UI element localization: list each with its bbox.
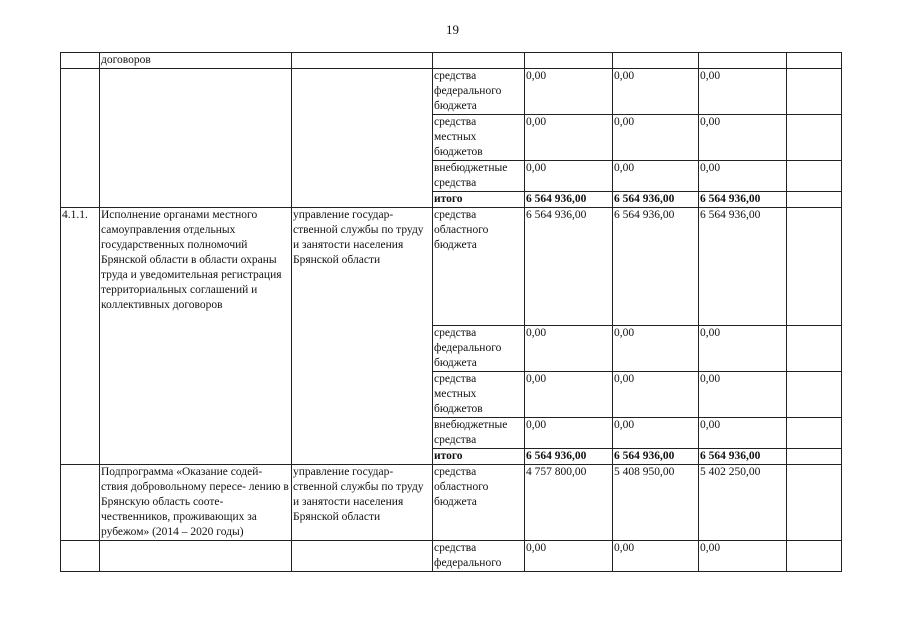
- cell-value-2: 0,00: [613, 69, 699, 115]
- table-row: [61, 53, 842, 69]
- cell-value-3: 5 402 250,00: [699, 465, 787, 541]
- cell-extra: [787, 53, 842, 69]
- cell-value-1: 6 564 936,00: [525, 208, 613, 326]
- cell-code: [61, 69, 100, 208]
- cell-executor: [292, 69, 433, 208]
- cell-extra: [787, 541, 842, 572]
- cell-executor: управление государ- ственной службы по труду и занятости населения Брянской области: [292, 208, 433, 465]
- cell-value-3: 6 564 936,00: [699, 208, 787, 326]
- cell-source: средства федерального: [433, 541, 525, 572]
- cell-value-2: 0,00: [613, 115, 699, 161]
- cell-source: средства областного бюджета: [433, 465, 525, 541]
- cell-source: средства местных бюджетов: [433, 115, 525, 161]
- cell-extra: [787, 192, 842, 208]
- cell-value-3: 0,00: [699, 69, 787, 115]
- cell-value-2: 0,00: [613, 161, 699, 192]
- cell-value-2: 0,00: [613, 326, 699, 372]
- cell-value-3: 0,00: [699, 541, 787, 572]
- cell-name: договоров: [100, 53, 292, 69]
- cell-extra: [787, 69, 842, 115]
- cell-value-3: 6 564 936,00: [699, 192, 787, 208]
- page-number: 19: [446, 22, 459, 37]
- cell-source: средства федерального бюджета: [433, 326, 525, 372]
- cell-executor: [292, 53, 433, 69]
- cell-executor: [292, 541, 433, 572]
- cell-value-3: 0,00: [699, 115, 787, 161]
- cell-source: итого: [433, 449, 525, 465]
- cell-extra: [787, 115, 842, 161]
- cell-value-1: [525, 53, 613, 69]
- cell-extra: [787, 326, 842, 372]
- cell-name: [100, 69, 292, 208]
- cell-value-1: 0,00: [525, 326, 613, 372]
- cell-source: средства местных бюджетов: [433, 372, 525, 418]
- cell-value-2: 6 564 936,00: [613, 449, 699, 465]
- cell-value-3: 0,00: [699, 372, 787, 418]
- cell-value-2: 5 408 950,00: [613, 465, 699, 541]
- cell-source: внебюджетные средства: [433, 161, 525, 192]
- cell-value-1: 0,00: [525, 115, 613, 161]
- cell-extra: [787, 372, 842, 418]
- cell-value-1: 0,00: [525, 372, 613, 418]
- table-row: [61, 69, 842, 115]
- cell-value-2: 0,00: [613, 418, 699, 449]
- cell-value-2: 6 564 936,00: [613, 192, 699, 208]
- cell-source: итого: [433, 192, 525, 208]
- cell-value-2: [613, 53, 699, 69]
- cell-value-2: 0,00: [613, 372, 699, 418]
- cell-source: средства областного бюджета: [433, 208, 525, 326]
- budget-table: [60, 52, 842, 572]
- cell-value-3: 6 564 936,00: [699, 449, 787, 465]
- table-row: [61, 541, 842, 572]
- cell-source: внебюджетные средства: [433, 418, 525, 449]
- cell-value-1: 0,00: [525, 69, 613, 115]
- cell-extra: [787, 418, 842, 449]
- cell-name: Подпрограмма «Оказание содей- ствия добровольному пересе- лению в Брянскую область сооте- чественников, проживающих за рубежом» (2014 – 2020 годы): [100, 465, 292, 541]
- cell-value-2: 6 564 936,00: [613, 208, 699, 326]
- cell-source: средства федерального бюджета: [433, 69, 525, 115]
- table-row: [61, 208, 842, 326]
- cell-value-2: 0,00: [613, 541, 699, 572]
- cell-value-1: 0,00: [525, 161, 613, 192]
- cell-value-1: 6 564 936,00: [525, 449, 613, 465]
- cell-value-3: 0,00: [699, 418, 787, 449]
- cell-code: [61, 465, 100, 541]
- cell-source: [433, 53, 525, 69]
- cell-value-1: 0,00: [525, 541, 613, 572]
- cell-value-1: 6 564 936,00: [525, 192, 613, 208]
- cell-extra: [787, 465, 842, 541]
- cell-code: [61, 541, 100, 572]
- cell-extra: [787, 208, 842, 326]
- cell-value-1: 4 757 800,00: [525, 465, 613, 541]
- cell-extra: [787, 449, 842, 465]
- cell-name: [100, 541, 292, 572]
- cell-value-1: 0,00: [525, 418, 613, 449]
- cell-name: Исполнение органами местного самоуправления отдельных государственных полномочий Брянской области в области охраны труда и уведомительная регистрация территориальных соглашений и коллективных договоров: [100, 208, 292, 465]
- cell-code: 4.1.1.: [61, 208, 100, 465]
- cell-value-3: 0,00: [699, 161, 787, 192]
- cell-value-3: 0,00: [699, 326, 787, 372]
- cell-code: [61, 53, 100, 69]
- table-row: [61, 465, 842, 541]
- cell-value-3: [699, 53, 787, 69]
- cell-extra: [787, 161, 842, 192]
- cell-executor: управление государ- ственной службы по труду и занятости населения Брянской области: [292, 465, 433, 541]
